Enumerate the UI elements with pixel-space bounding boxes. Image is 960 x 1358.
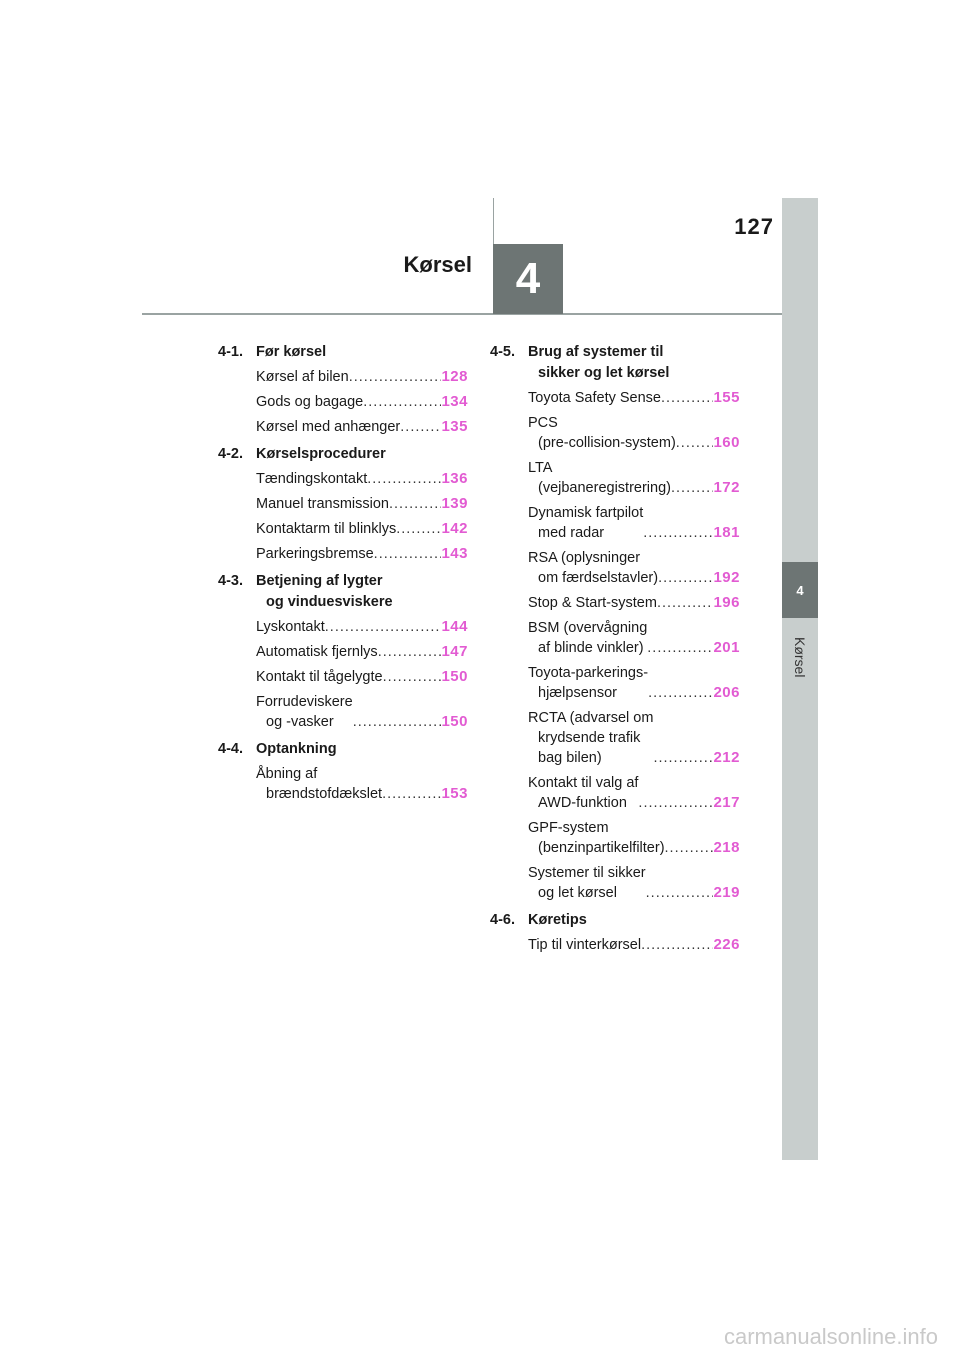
dot-leader: [363, 392, 441, 412]
toc-entry[interactable]: [256, 617, 468, 637]
page-link[interactable]: 192: [713, 569, 740, 586]
dot-leader: [647, 638, 713, 658]
side-tab-number: 4: [796, 582, 804, 598]
toc-entry[interactable]: [256, 544, 468, 564]
entry-title-line: og -vasker: [266, 714, 334, 730]
toc-entry[interactable]: [256, 692, 468, 732]
entry-title: [256, 642, 378, 662]
chapter-title: Kørsel: [403, 252, 472, 277]
entry-title-line: Kørsel af bilen: [256, 369, 349, 385]
dot-leader: [643, 523, 713, 543]
section-title-line: sikker og let kørsel: [538, 365, 670, 381]
page-link[interactable]: 218: [713, 839, 740, 856]
toc-entry[interactable]: [528, 708, 740, 768]
entry-title: [256, 469, 367, 489]
entry-title: [256, 692, 353, 732]
section-title: [256, 444, 468, 465]
toc-section-heading: [490, 910, 740, 931]
entry-title: [528, 773, 638, 813]
toc-entry[interactable]: [256, 367, 468, 387]
section-title-line: Køretips: [528, 912, 587, 928]
toc-entry[interactable]: [528, 618, 740, 658]
entry-title-line: LTA: [528, 460, 553, 476]
page-link[interactable]: 144: [441, 618, 468, 635]
page-link[interactable]: 155: [713, 389, 740, 406]
toc-entry[interactable]: [256, 667, 468, 687]
section-title-line: Betjening af lygter: [256, 573, 383, 589]
entry-title-line: Manuel transmission: [256, 496, 389, 512]
page-link[interactable]: 226: [713, 936, 740, 953]
toc-entry[interactable]: [528, 458, 740, 498]
entry-title-line: AWD-funktion: [538, 795, 627, 811]
toc-entry[interactable]: [528, 863, 740, 903]
entry-title-line: brændstofdækslet: [266, 786, 383, 802]
dot-leader: [374, 544, 442, 564]
entry-title-line: RCTA (advarsel om: [528, 710, 654, 726]
entry-title-line: GPF-system: [528, 820, 609, 836]
page-link[interactable]: 136: [441, 470, 468, 487]
entry-title-line: og let kørsel: [538, 885, 617, 901]
toc-entry[interactable]: [528, 548, 740, 588]
section-title-line: Før kørsel: [256, 344, 327, 360]
toc-section-heading: [218, 739, 468, 760]
dot-leader: [349, 367, 442, 387]
dot-leader: [389, 494, 441, 514]
toc-entry[interactable]: [528, 593, 740, 613]
toc-entry[interactable]: [256, 469, 468, 489]
page-link[interactable]: 135: [441, 418, 468, 435]
entry-title-line: Kontakt til valg af: [528, 775, 639, 791]
page-link[interactable]: 139: [441, 495, 468, 512]
page-link[interactable]: 172: [713, 479, 740, 496]
entry-title: [528, 593, 657, 613]
page-link[interactable]: 206: [713, 684, 740, 701]
entry-title: [256, 392, 363, 412]
dot-leader: [648, 683, 713, 703]
section-title-line: Brug af systemer til: [528, 344, 664, 360]
page-link[interactable]: 128: [441, 368, 468, 385]
entry-title-line: Kørsel med anhænger: [256, 419, 401, 435]
entry-title-line: Åbning af: [256, 766, 318, 782]
dot-leader: [646, 883, 714, 903]
section-title-line: og vinduesviskere: [266, 594, 393, 610]
entry-title-line: BSM (overvågning: [528, 620, 648, 636]
entry-title: [528, 863, 646, 903]
page-link[interactable]: 150: [441, 713, 468, 730]
page-link[interactable]: 160: [713, 434, 740, 451]
section-title: [256, 342, 468, 363]
toc-left-column: [218, 342, 468, 811]
entry-title: [528, 503, 643, 543]
toc-section-heading: [218, 444, 468, 465]
entry-title: [528, 618, 647, 658]
entry-title-line: bag bilen): [538, 750, 602, 766]
entry-title-line: Stop & Start-system: [528, 595, 657, 611]
section-title: [528, 342, 740, 384]
section-number: 4-1.: [218, 344, 243, 360]
dot-leader: [657, 593, 714, 613]
page-link[interactable]: 134: [441, 393, 468, 410]
toc-entry[interactable]: [528, 413, 740, 453]
entry-title: [528, 663, 648, 703]
dot-leader: [661, 388, 713, 408]
dot-leader: [325, 617, 442, 637]
dot-leader: [641, 935, 713, 955]
toc-section-heading: [218, 342, 468, 363]
dot-leader: [383, 667, 442, 687]
page-link[interactable]: 217: [713, 794, 740, 811]
toc-entry[interactable]: [528, 663, 740, 703]
dot-leader: [653, 748, 713, 768]
page-link[interactable]: 196: [713, 594, 740, 611]
section-number: 4-3.: [218, 573, 243, 589]
entry-title: [256, 544, 374, 564]
entry-title-line: Forrudeviskere: [256, 694, 353, 710]
side-tab[interactable]: [782, 562, 818, 618]
page-link[interactable]: 150: [441, 668, 468, 685]
section-number: 4-5.: [490, 344, 515, 360]
section-title: [256, 571, 468, 613]
page-link[interactable]: 153: [441, 785, 468, 802]
page-link[interactable]: 142: [441, 520, 468, 537]
entry-title-line: Gods og bagage: [256, 394, 364, 410]
entry-title-line: Automatisk fjernlys: [256, 644, 378, 660]
entry-title-line: PCS: [528, 415, 558, 431]
dot-leader: [671, 478, 713, 498]
entry-title-line: Toyota-parkerings-: [528, 665, 649, 681]
toc-entry[interactable]: [528, 818, 740, 858]
toc-entry[interactable]: [528, 503, 740, 543]
page-number: 127: [734, 214, 774, 239]
toc-entry[interactable]: [256, 642, 468, 662]
entry-title: [256, 519, 396, 539]
entry-title-line: (vejbaneregistrering): [538, 480, 671, 496]
entry-title-line: krydsende trafik: [538, 730, 641, 746]
page-link[interactable]: 147: [441, 643, 468, 660]
chapter-number-box: [493, 244, 563, 314]
section-number: 4-6.: [490, 912, 515, 928]
side-tab-label: Kørsel: [792, 636, 808, 678]
entry-title: [528, 458, 671, 498]
watermark: carmanualsonline.info: [723, 1324, 938, 1349]
dot-leader: [353, 712, 442, 732]
dot-leader: [378, 642, 442, 662]
page-link[interactable]: 143: [441, 545, 468, 562]
entry-title-line: Tip til vinterkørsel: [528, 937, 642, 953]
entry-title-line: Kontakt til tågelygte: [256, 669, 383, 685]
page-link[interactable]: 181: [713, 524, 740, 541]
entry-title-line: (benzinpartikelfilter): [538, 840, 665, 856]
dot-leader: [658, 568, 713, 588]
entry-title: [528, 388, 661, 408]
header-rule: [142, 313, 782, 315]
toc-entry[interactable]: [528, 935, 740, 955]
dot-leader: [382, 784, 441, 804]
entry-title: [256, 667, 383, 687]
entry-title-line: Lyskontakt: [256, 619, 325, 635]
entry-title-line: Dynamisk fartpilot: [528, 505, 644, 521]
section-title: [528, 910, 740, 931]
toc-section-heading: [490, 342, 740, 384]
page-link[interactable]: 201: [713, 639, 740, 656]
entry-title: [256, 764, 382, 804]
entry-title-line: (pre-collision-system): [538, 435, 676, 451]
entry-title: [256, 494, 389, 514]
entry-title: [256, 417, 400, 437]
toc-entry[interactable]: [528, 388, 740, 408]
dot-leader: [638, 793, 713, 813]
entry-title-line: Systemer til sikker: [528, 865, 646, 881]
dot-leader: [676, 433, 714, 453]
section-title: [256, 739, 468, 760]
toc-right-column: [490, 342, 740, 962]
chapter-number: 4: [515, 254, 541, 303]
entry-title: [528, 548, 658, 588]
dot-leader: [367, 469, 441, 489]
entry-title: [528, 413, 676, 453]
section-title-line: Optankning: [256, 741, 337, 757]
entry-title: [528, 935, 641, 955]
entry-title: [528, 708, 653, 768]
toc-entry[interactable]: [256, 494, 468, 514]
entry-title-line: RSA (oplysninger: [528, 550, 641, 566]
section-title-line: Kørselsprocedurer: [256, 446, 386, 462]
entry-title: [256, 367, 349, 387]
entry-title: [256, 617, 325, 637]
toc-entry[interactable]: [256, 519, 468, 539]
toc-entry[interactable]: [256, 417, 468, 437]
header-divider-vertical: [493, 198, 494, 244]
entry-title-line: Tændingskontakt: [256, 471, 368, 487]
toc-entry[interactable]: [256, 764, 468, 804]
entry-title-line: Kontaktarm til blinklys: [256, 521, 397, 537]
toc-section-heading: [218, 571, 468, 613]
page-link[interactable]: 212: [713, 749, 740, 766]
toc-entry[interactable]: [528, 773, 740, 813]
entry-title-line: om færdselstavler): [538, 570, 659, 586]
section-number: 4-2.: [218, 446, 243, 462]
entry-title-line: Parkeringsbremse: [256, 546, 374, 562]
entry-title-line: Toyota Safety Sense: [528, 390, 661, 406]
dot-leader: [396, 519, 441, 539]
entry-title: [528, 818, 665, 858]
toc-entry[interactable]: [256, 392, 468, 412]
entry-title-line: med radar: [538, 525, 605, 541]
entry-title-line: hjælpsensor: [538, 685, 617, 701]
entry-title-line: af blinde vinkler): [538, 640, 644, 656]
page-link[interactable]: 219: [713, 884, 740, 901]
dot-leader: [665, 838, 714, 858]
section-number: 4-4.: [218, 741, 243, 757]
dot-leader: [400, 417, 441, 437]
